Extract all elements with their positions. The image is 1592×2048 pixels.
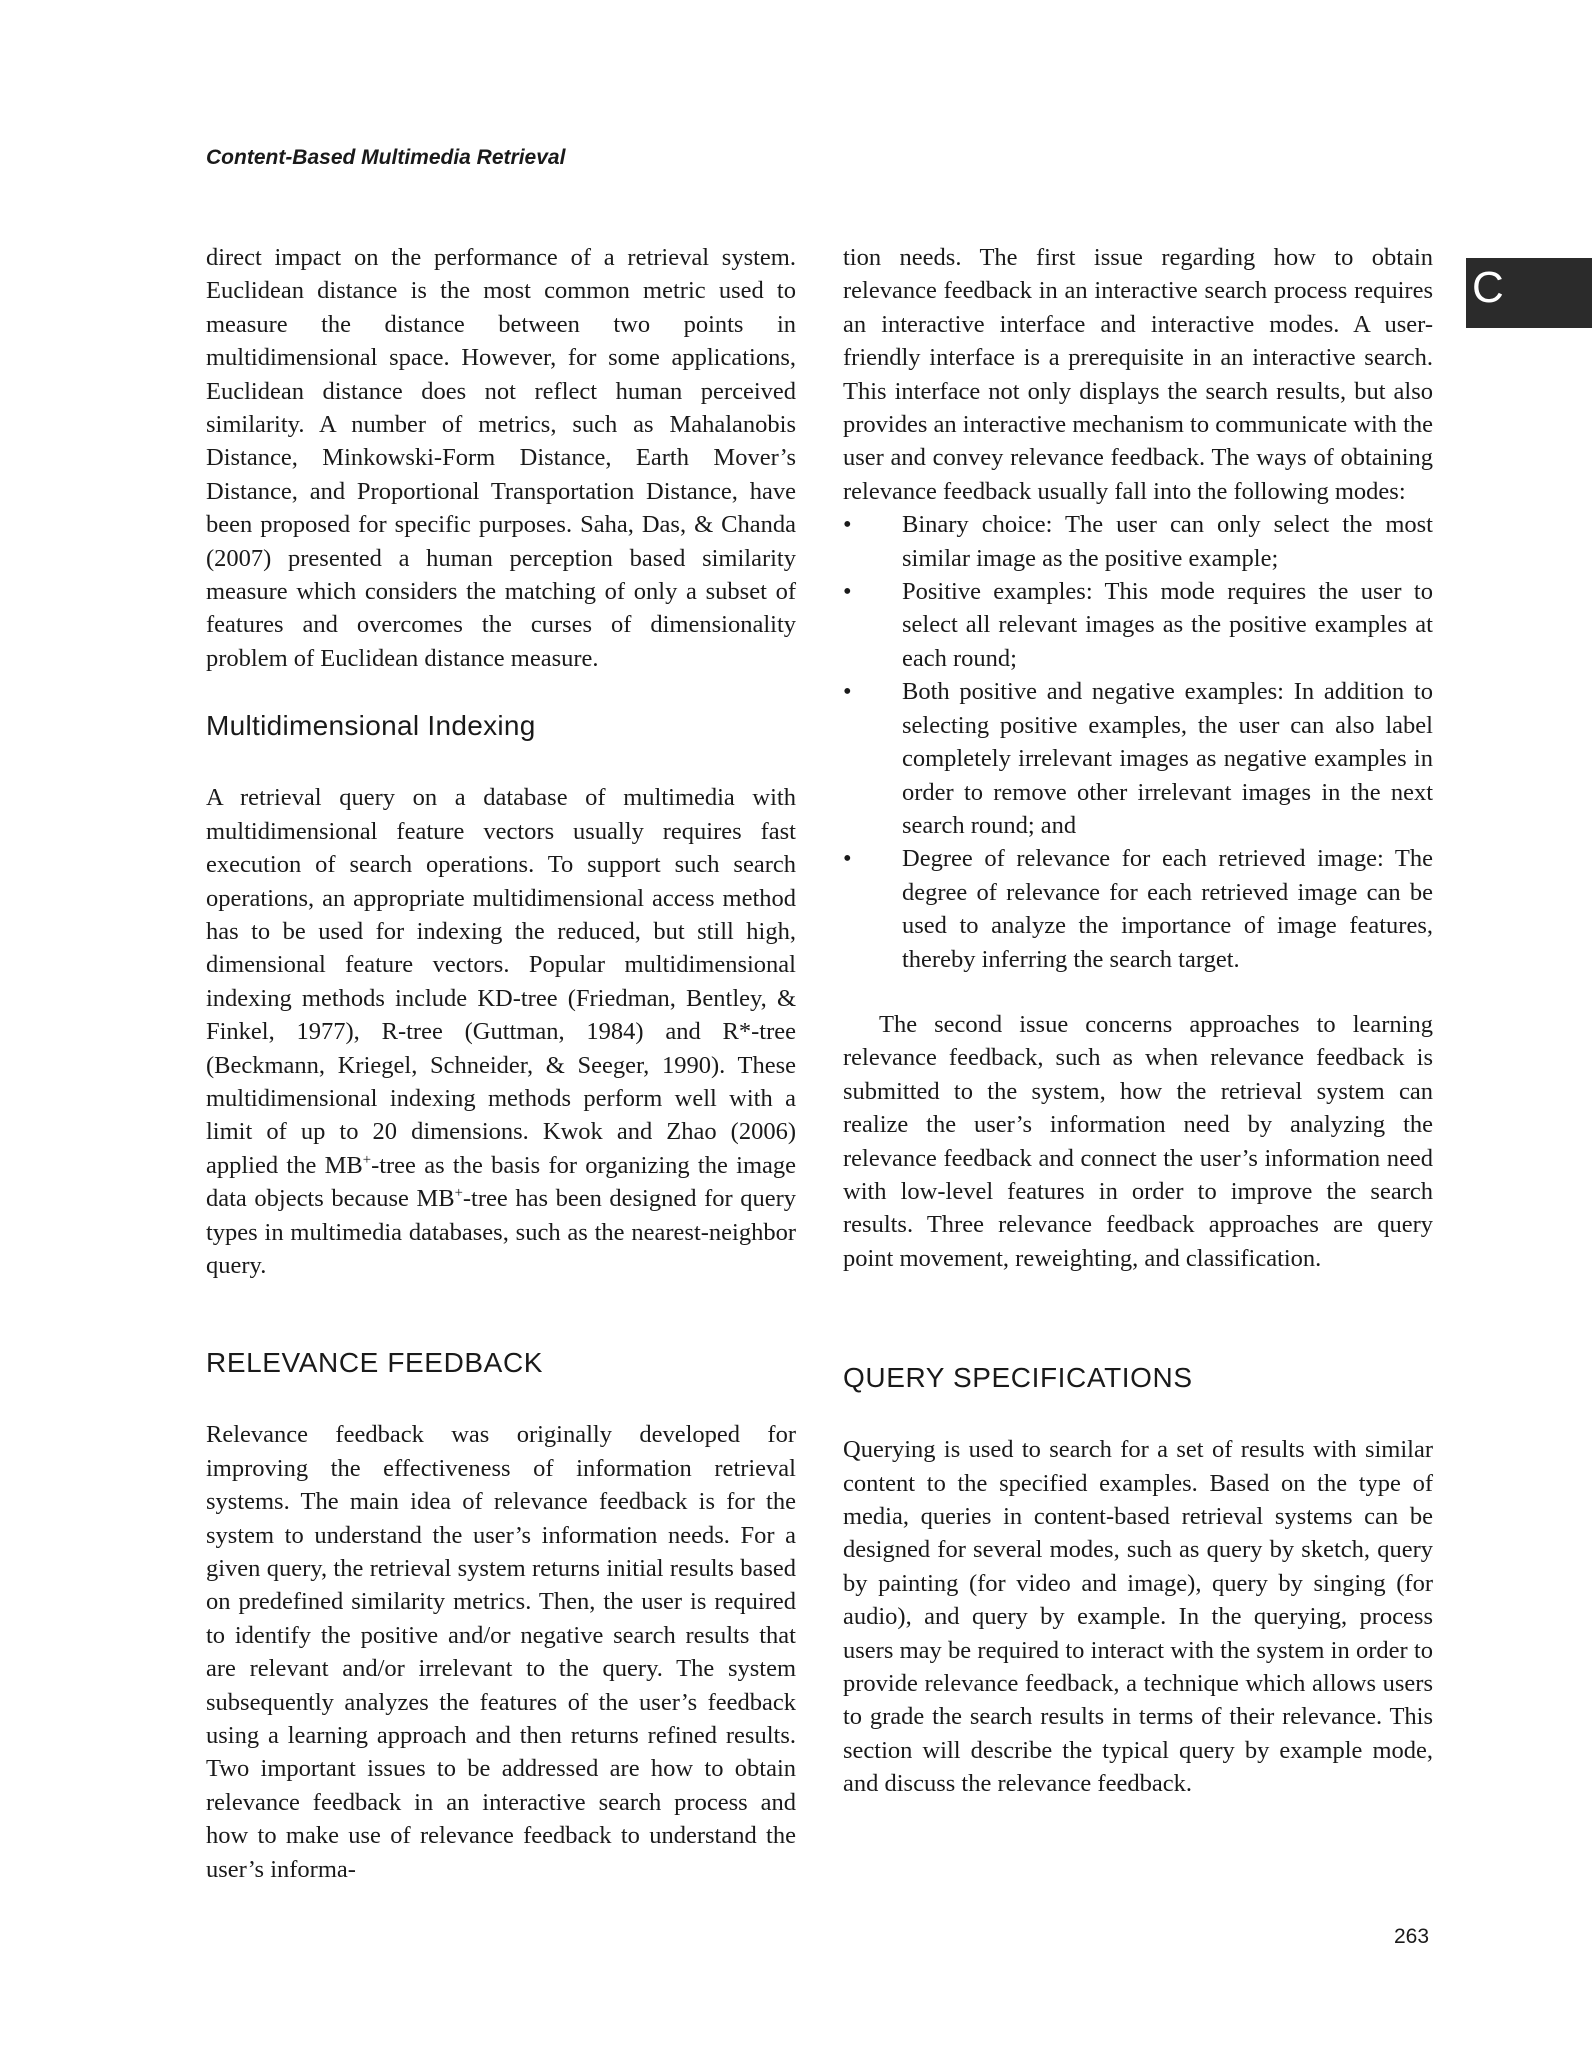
right-column	[843, 241, 1433, 1801]
bullet-marker: •	[843, 578, 852, 606]
bullet-marker: •	[843, 678, 852, 706]
heading-relevance-feedback: RELEVANCE FEEDBACK	[206, 1347, 544, 1379]
list-item-text: Binary choice: The user can only select the most similar image as the positive example;	[902, 511, 1433, 572]
paragraph-distance-metrics: direct impact on the performance of a retrieval system. Euclidean distance is the most common metric used to measure the distance between two points in multidimensional space. However, for some applications, Euclidean distance does not reflect human perceived similarity. A number of metrics, such as Mahalanobis Distance, Minkowski-Form Distance, Earth Mover’s Distance, and Proportional Transportation Distance, have been proposed for specific purposes. Saha, Das, & Chanda (2007) presented a human perception based similarity measure which considers the matching of only a subset of features and overcomes the curses of dimensionality problem of Euclidean distance measure.	[206, 244, 796, 672]
page-number: 263	[1394, 1925, 1430, 1948]
paragraph-learning-approaches: The second issue concerns approaches to learning relevance feedback, such as when relevance feedback is submitted to the system, how the retrieval system can realize the user’s information need by analyzing the relevance feedback and connect the user’s information need with low-level features in order to improve the search results. Three relevance feedback approaches are query point movement, reweighting, and classification.	[843, 1010, 1433, 1272]
list-item	[843, 508, 1433, 575]
bullet-marker: •	[843, 845, 852, 873]
left-column	[206, 241, 796, 1886]
indexing-text-part-2: -tree as the basis for organizing the image data objects because MB	[206, 1151, 797, 1213]
heading-query-specifications: QUERY SPECIFICATIONS	[843, 1362, 1193, 1394]
paragraph-query-specifications: Querying is used to search for a set of results with similar content to the specified examples. Based on the type of media, queries in content-based retrieval systems can be designed for several modes, such as query by sketch, query by painting (for video and image), query by singing (for audio), and query by example. In the querying, process users may be required to interact with the system in order to provide relevance feedback, a technique which allows users to grade the search results in terms of their relevance. This section will describe the typical query by example mode, and discuss the relevance feedback.	[843, 1436, 1433, 1798]
running-head: Content-Based Multimedia Retrieval	[206, 146, 566, 169]
list-item-text: Both positive and negative examples: In addition to selecting positive examples, the user can also label completely irrelevant images as negative examples in order to remove other irrelevant images in the next search round; and	[902, 678, 1433, 839]
list-item-text: Degree of relevance for each retrieved image: The degree of relevance for each retrieved image can be used to analyze the importance of image features, thereby inferring the search target.	[902, 845, 1433, 973]
section-thumb-tab	[1466, 258, 1592, 328]
paragraph-interactive-interface: tion needs. The first issue regarding how to obtain relevance feedback in an interactive search process requires an interactive interface and interactive modes. A user-friendly interface is a prerequisite in an interactive search. This interface not only displays the search results, but also provides an interactive mechanism to communicate with the user and convey relevance feedback. The ways of obtaining relevance feedback usually fall into the following modes:	[843, 244, 1433, 505]
bullet-marker: •	[843, 511, 852, 539]
indexing-text-part-1: A retrieval query on a database of multimedia with multidimensional feature vectors usually requires fast execution of search operations. To support such search operations, an appropriate multidimensional access method has to be used for indexing the reduced, but still high, dimensional feature vectors. Popular multidimensional indexing methods include KD-tree (Friedman, Bentley, & Finkel, 1977), R-tree (Guttman, 1984) and R*-tree (Beckmann, Kriegel, Schneider, & Seeger, 1990). These multidimensional indexing methods perform well with a limit of up to 20 dimensions. Kwok and Zhao (2006) applied the MB	[206, 784, 796, 1179]
list-item-text: Positive examples: This mode requires the user to select all relevant images as the positive examples at each round;	[902, 578, 1433, 672]
superscript-plus: +	[362, 1151, 372, 1168]
indexing-text-part-3: -tree has been designed for query types in multimedia databases, such as the nearest-neighbor query.	[206, 1185, 796, 1279]
paragraph-relevance-feedback: Relevance feedback was originally developed for improving the effectiveness of information retrieval systems. The main idea of relevance feedback is for the system to understand the user’s information needs. For a given query, the retrieval system returns initial results based on predefined similarity metrics. Then, the user is required to identify the positive and/or negative search results that are relevant and/or irrelevant to the query. The system subsequently analyzes the features of the user’s feedback using a learning approach and then returns refined results. Two important issues to be addressed are how to obtain relevance feedback in an interactive search process and how to make use of relevance feedback to understand the user’s informa-	[206, 1421, 796, 1883]
subheading-multidimensional-indexing: Multidimensional Indexing	[206, 710, 536, 742]
list-item	[843, 575, 1433, 675]
superscript-plus: +	[454, 1185, 463, 1201]
list-item	[843, 842, 1433, 976]
thumb-tab-letter: C	[1472, 263, 1504, 312]
list-item	[843, 675, 1433, 842]
feedback-modes-list	[843, 508, 1433, 976]
paragraph-indexing	[206, 781, 796, 1282]
